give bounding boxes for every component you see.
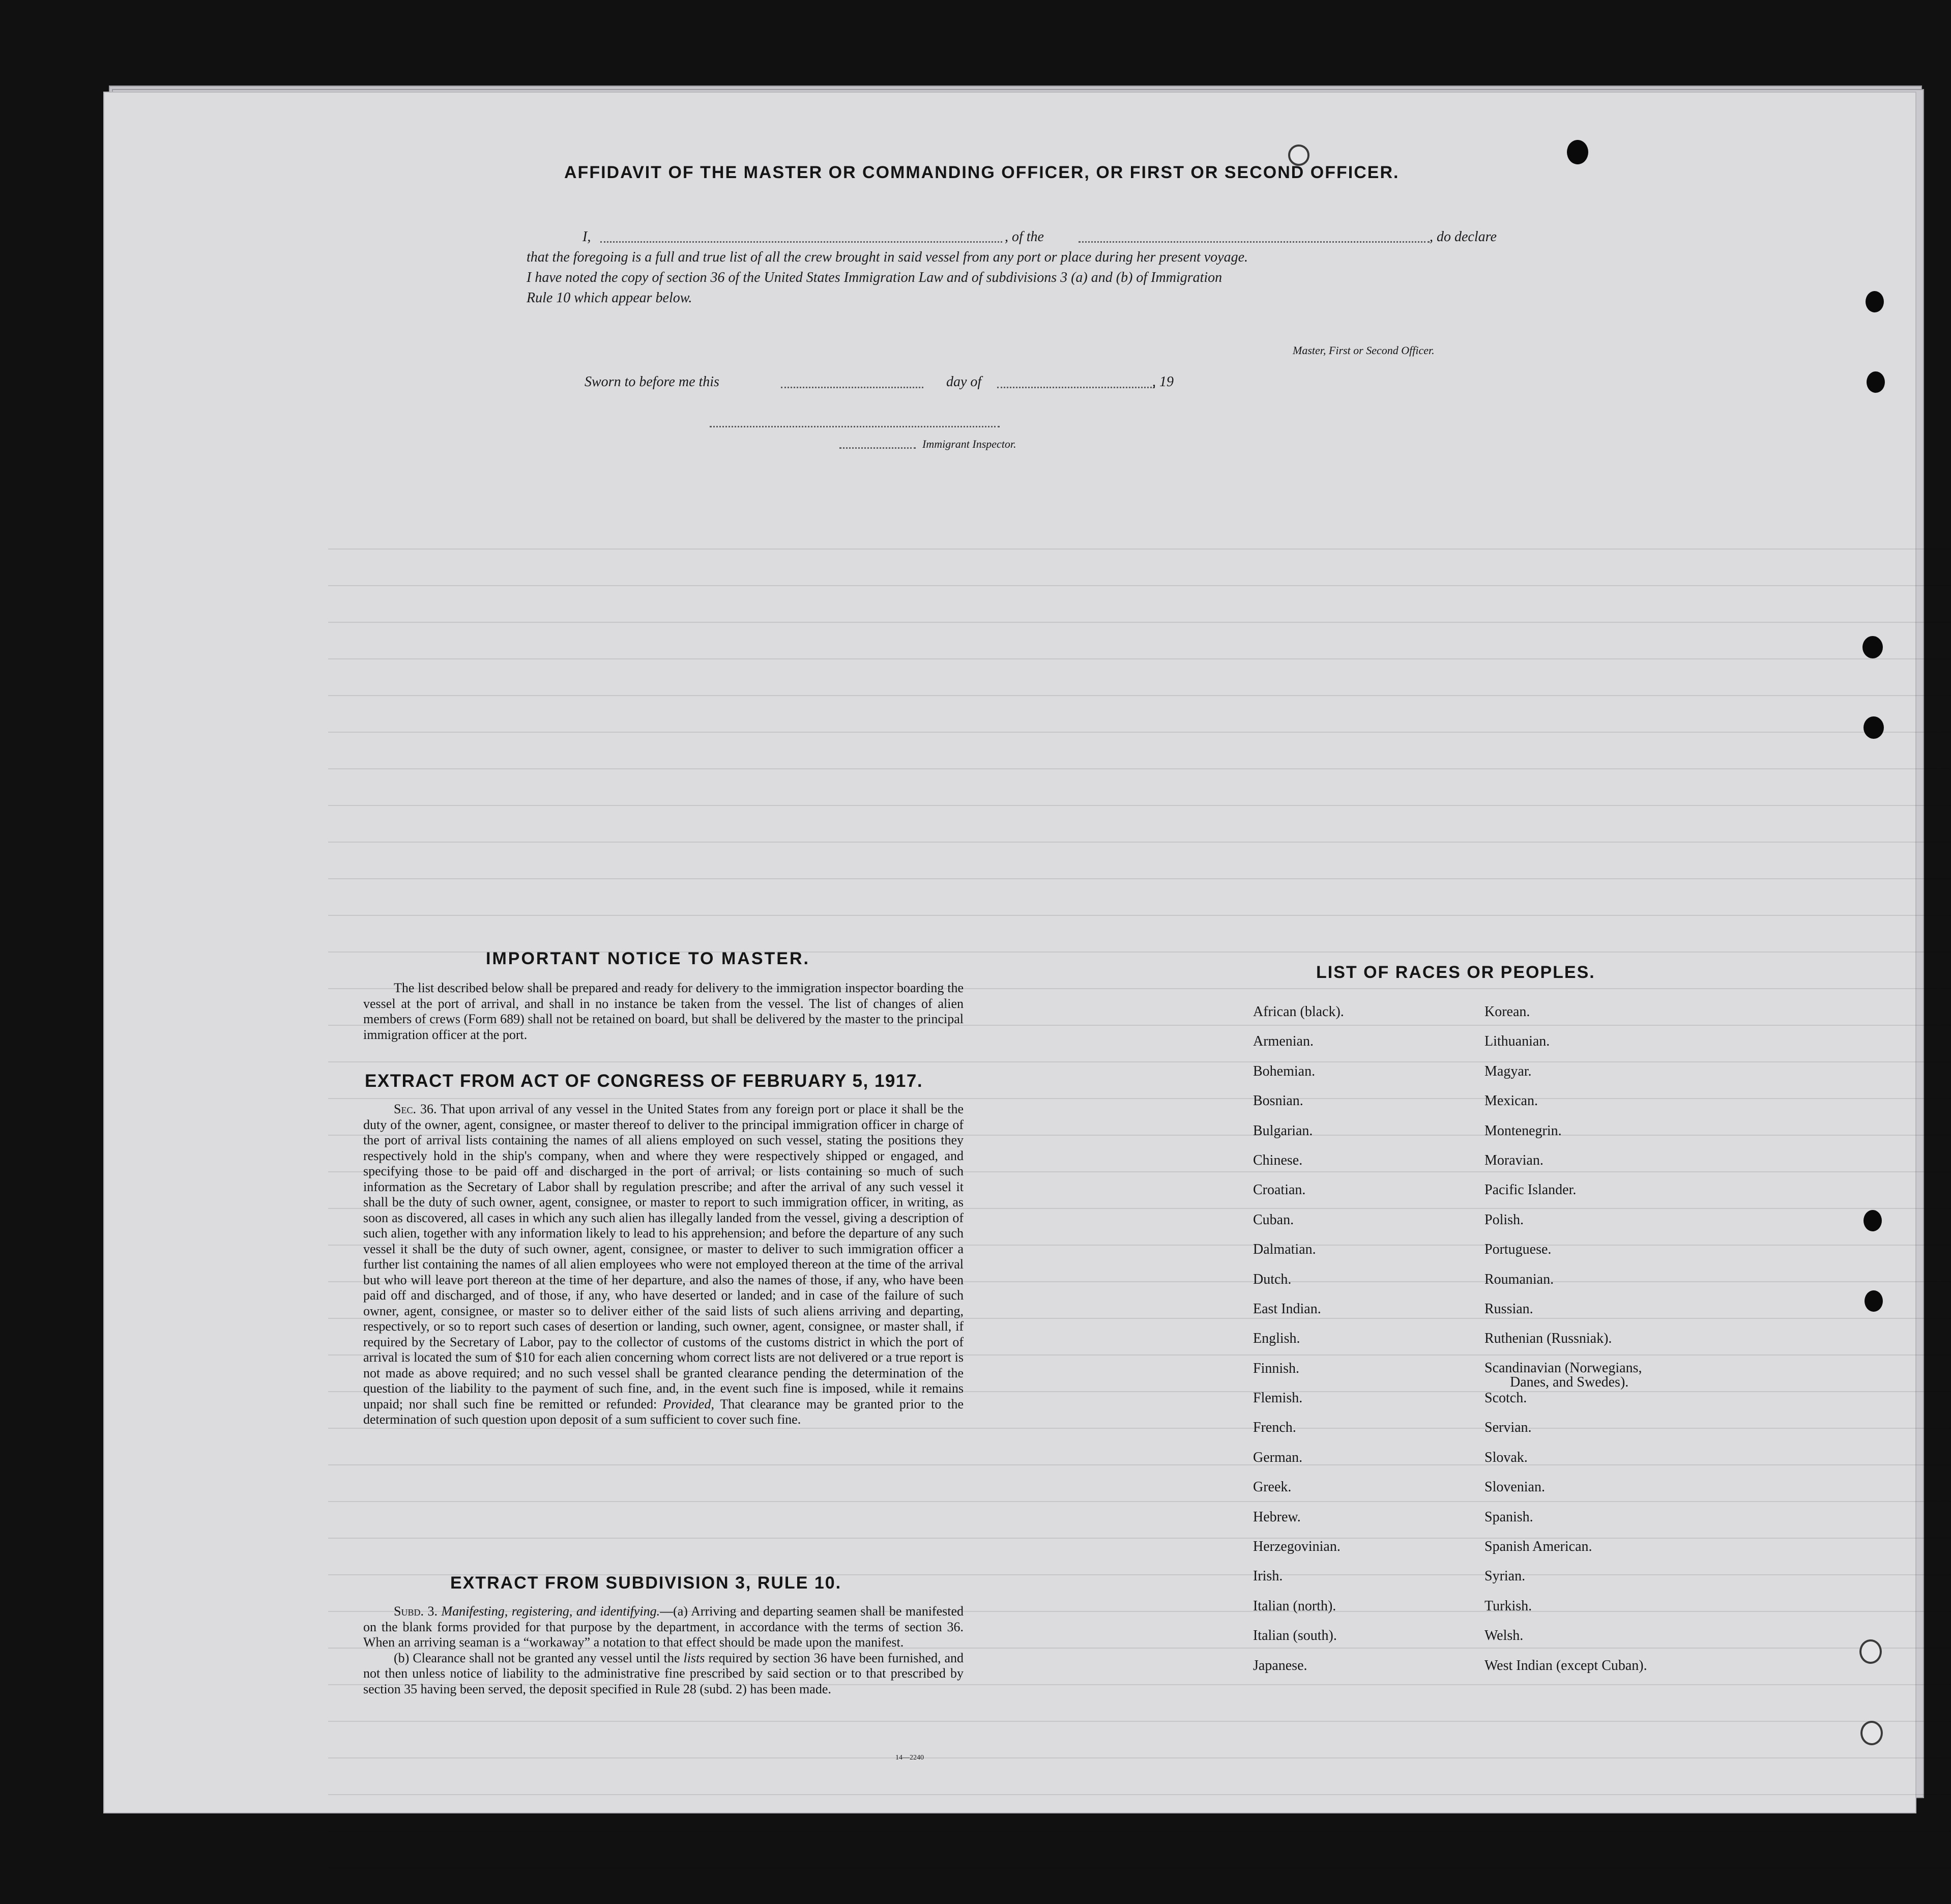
notice-paragraph: The list described below shall be prepared and ready for delivery to the immigration inspector boarding the vessel at the port of arrival, and shall in no instance be taken from the vessel. The list of changes of alien members of crews (Form 689) shall not be retained on board, but shall be delivered by the master to the principal immigration officer at the port. <box>363 980 964 1042</box>
subd-title: Manifesting, registering, and identifying. <box>441 1604 660 1619</box>
act-text-end: That clearance may be granted prior to the determination of such question upon deposit of a sum sufficient to cover such fine. <box>363 1396 964 1427</box>
races-left-column <box>1253 1004 1344 1688</box>
race-name: Magyar. <box>1484 1063 1532 1079</box>
punch-hole-icon <box>1862 636 1883 658</box>
race-item <box>1253 1004 1344 1034</box>
rule-extract-text <box>363 1604 964 1697</box>
race-item <box>1484 1658 1698 1688</box>
form-number: 14—2240 <box>895 1754 924 1762</box>
race-name: Slovenian. <box>1484 1479 1545 1495</box>
punch-hole-icon <box>1865 1290 1883 1312</box>
race-item <box>1253 1123 1344 1153</box>
notice-text <box>363 980 964 1043</box>
race-item <box>1253 1450 1344 1480</box>
race-item <box>1484 1182 1698 1212</box>
master-signature-label: Master, First or Second Officer. <box>1293 344 1435 357</box>
race-name: Bosnian. <box>1253 1093 1303 1109</box>
part-b-text-1: Clearance shall not be granted any vessel until the <box>413 1650 680 1665</box>
act-paragraph <box>363 1102 964 1428</box>
race-item <box>1484 1539 1698 1569</box>
race-name: Bohemian. <box>1253 1063 1316 1079</box>
race-name: Russian. <box>1484 1301 1533 1317</box>
race-name: Polish. <box>1484 1211 1524 1228</box>
race-name: Montenegrin. <box>1484 1122 1562 1139</box>
race-item <box>1253 1182 1344 1212</box>
race-item <box>1253 1034 1344 1063</box>
race-item <box>1253 1272 1344 1302</box>
race-item <box>1253 1510 1344 1539</box>
race-name: Roumanian. <box>1484 1271 1554 1287</box>
race-name: Ruthenian (Russniak). <box>1484 1331 1612 1347</box>
do-declare-label: , do declare <box>1430 229 1497 245</box>
race-name-continued: Danes, and Swedes). <box>1510 1374 1629 1390</box>
race-name: Japanese. <box>1253 1657 1307 1674</box>
race-name: Spanish American. <box>1484 1539 1592 1555</box>
race-name: Chinese. <box>1253 1152 1303 1168</box>
race-item <box>1253 1658 1344 1688</box>
sworn-month-blank <box>997 387 1155 388</box>
affidavit-line-4: Rule 10 which appear below. <box>527 290 692 306</box>
reinforcement-ring-icon <box>1860 1721 1883 1745</box>
year-label: , 19 <box>1152 374 1174 390</box>
punch-hole-icon <box>1863 716 1884 739</box>
act-text: That upon arrival of any vessel in the United States from any foreign port or place it shall be the duty of the owner, agent, consignee, or master thereof to deliver to the principal immigration officer in charge of the port of arrival lists containing the names of all aliens employed on such vessel, stating the positions they respectively hold in the ship's company, when and where they were respectively shipped or engaged, and specifying those to be paid off and discharged in the port of arrival; or lists containing so much of such information as the Secretary of Labor shall by regulation prescribe; and after the arrival of any such vessel it shall be the duty of such owner, agent, consignee, or master to report to such immigration officer, in writing, as soon as discovered, all cases in which any such alien has illegally landed from the vessel, giving a description of such alien, together with any information likely to lead to his apprehension; and before the departure of any such vessel it shall be the duty of such owner, agent, consignee, or master to deliver to such immigration officer a further list containing the names of all alien employees who were not employed thereon at the time of the arrival but who will leave port thereon at the time of her departure, and also the names of those, if any, who have been paid off and discharged, and of those, if any, who have deserted or landed; and in case of the failure of such owner, agent, consignee, or master so to deliver either of the said lists of such aliens arriving and departing, respectively, or so to report such cases of desertion or landing, such owner, agent, consignee, or master shall, if required by the Secretary of Labor, pay to the collector of customs of the customs district in which the port of arrival is located the sum of $10 for each alien concerning whom correct lists are not delivered or a true report is not made as above required; and no such vessel shall be granted clearance pending the determination of the question of the liability to the payment of such fine, and, in the event such fine is imposed, while it remains unpaid; nor shall such fine be remitted or refunded: <box>363 1102 964 1411</box>
races-right-column <box>1484 1004 1698 1688</box>
race-name: Scandinavian (Norwegians, <box>1484 1360 1642 1376</box>
race-name: Finnish. <box>1253 1360 1300 1376</box>
rule-part-a <box>363 1604 964 1651</box>
race-item <box>1484 1213 1698 1242</box>
race-name: Pacific Islander. <box>1484 1182 1577 1198</box>
race-item <box>1484 1153 1698 1182</box>
part-b-label: (b) <box>394 1650 410 1665</box>
race-name: East Indian. <box>1253 1301 1321 1317</box>
race-item <box>1484 1599 1698 1628</box>
race-name: Korean. <box>1484 1004 1530 1020</box>
race-item <box>1253 1361 1344 1391</box>
race-name: Dalmatian. <box>1253 1242 1316 1258</box>
race-name: Greek. <box>1253 1479 1292 1495</box>
section-label: Sec. 36. <box>394 1102 437 1116</box>
race-item <box>1484 1093 1698 1123</box>
races-title: LIST OF RACES OR PEOPLES. <box>1316 963 1595 982</box>
part-a-label: —(a) <box>660 1604 688 1619</box>
race-name: Mexican. <box>1484 1093 1538 1109</box>
race-name: Slovak. <box>1484 1449 1528 1465</box>
race-item <box>1484 1480 1698 1509</box>
name-blank <box>600 241 1002 243</box>
race-name: Lithuanian. <box>1484 1033 1550 1050</box>
inspector-signature-blank <box>710 426 1000 427</box>
rule-part-b <box>363 1651 964 1697</box>
race-name: Portuguese. <box>1484 1242 1552 1258</box>
race-item <box>1253 1539 1344 1569</box>
race-item <box>1253 1420 1344 1450</box>
punch-hole-icon <box>1567 140 1588 164</box>
race-name: Syrian. <box>1484 1568 1526 1584</box>
inspector-signature-blank-2 <box>839 447 916 449</box>
race-item <box>1253 1302 1344 1331</box>
race-name: Croatian. <box>1253 1182 1306 1198</box>
race-item <box>1253 1064 1344 1093</box>
race-item <box>1484 1361 1698 1391</box>
race-name: Bulgarian. <box>1253 1122 1313 1139</box>
race-name: Servian. <box>1484 1420 1532 1436</box>
race-item <box>1484 1302 1698 1331</box>
race-name: Italian (south). <box>1253 1628 1337 1644</box>
race-item <box>1484 1064 1698 1093</box>
race-item <box>1484 1034 1698 1063</box>
race-name: Italian (north). <box>1253 1598 1336 1614</box>
race-item <box>1484 1420 1698 1450</box>
punch-hole-icon <box>1866 291 1884 312</box>
race-item <box>1484 1242 1698 1272</box>
race-item <box>1484 1123 1698 1153</box>
race-item <box>1484 1510 1698 1539</box>
race-item <box>1484 1272 1698 1302</box>
race-item <box>1484 1004 1698 1034</box>
race-name: African (black). <box>1253 1004 1344 1020</box>
race-item <box>1253 1153 1344 1182</box>
race-item <box>1253 1599 1344 1628</box>
race-name: Welsh. <box>1484 1628 1524 1644</box>
race-name: Dutch. <box>1253 1271 1292 1287</box>
race-item <box>1253 1480 1344 1509</box>
race-name: Cuban. <box>1253 1211 1294 1228</box>
race-name: Herzegovinian. <box>1253 1539 1341 1555</box>
race-name: French. <box>1253 1420 1296 1436</box>
race-item <box>1484 1391 1698 1420</box>
race-item <box>1484 1569 1698 1598</box>
affidavit-title: AFFIDAVIT OF THE MASTER OR COMMANDING OFFICER, OR FIRST OR SECOND OFFICER. <box>564 163 1400 182</box>
race-name: German. <box>1253 1449 1303 1465</box>
race-name: Turkish. <box>1484 1598 1532 1614</box>
vessel-blank <box>1079 241 1430 243</box>
punch-hole-icon <box>1867 371 1885 393</box>
race-name: Moravian. <box>1484 1152 1544 1168</box>
race-item <box>1253 1628 1344 1658</box>
part-b-text-2: required by section 36 have been furnished, and not then unless notice of liability to the administrative fine prescribed by said section or to that prescribed by section 35 having been served, the deposit specified in Rule 28 (subd. 2) has been made. <box>363 1650 964 1696</box>
race-item <box>1253 1569 1344 1598</box>
race-item <box>1253 1213 1344 1242</box>
race-name: West Indian (except Cuban). <box>1484 1657 1647 1674</box>
race-name: Armenian. <box>1253 1033 1314 1050</box>
sworn-label: Sworn to before me this <box>585 374 719 390</box>
i-label: I, <box>583 229 591 245</box>
part-a-text: Arriving and departing seamen shall be manifested on the blank forms provided for that purpose by the department, in accordance with the terms of section 36. When an arriving seaman is a “workaway” a notation to that effect should be made upon the manifest. <box>363 1604 964 1650</box>
affidavit-line-2: that the foregoing is a full and true list of all the crew brought in said vessel from any port or place during her present voyage. <box>527 249 1248 265</box>
act-extract-title: EXTRACT FROM ACT OF CONGRESS OF FEBRUARY 5, 1917. <box>365 1071 923 1091</box>
race-item <box>1253 1242 1344 1272</box>
of-the-label: , of the <box>1005 229 1044 245</box>
race-name: Scotch. <box>1484 1390 1527 1406</box>
race-name: Irish. <box>1253 1568 1283 1584</box>
reinforcement-ring-icon <box>1859 1639 1882 1664</box>
punch-hole-icon <box>1863 1210 1882 1231</box>
affidavit-line-3: I have noted the copy of section 36 of the United States Immigration Law and of subdivisions 3 (a) and (b) of Immigration <box>527 270 1222 285</box>
race-item <box>1484 1450 1698 1480</box>
race-name: Spanish. <box>1484 1509 1533 1525</box>
race-item <box>1484 1628 1698 1658</box>
race-item <box>1253 1093 1344 1123</box>
rule-extract-title: EXTRACT FROM SUBDIVISION 3, RULE 10. <box>450 1573 842 1593</box>
race-item <box>1253 1391 1344 1420</box>
notice-title: IMPORTANT NOTICE TO MASTER. <box>486 949 810 968</box>
sworn-day-blank <box>781 387 923 388</box>
race-name: Flemish. <box>1253 1390 1303 1406</box>
inspector-label: Immigrant Inspector. <box>922 438 1016 450</box>
subd-label: Subd. 3. <box>394 1604 438 1619</box>
race-name: Hebrew. <box>1253 1509 1301 1525</box>
race-name: English. <box>1253 1331 1300 1347</box>
day-of-label: day of <box>946 374 982 390</box>
part-b-lists: lists <box>683 1650 705 1665</box>
race-item <box>1484 1331 1698 1361</box>
race-item <box>1253 1331 1344 1361</box>
act-extract-text <box>363 1102 964 1428</box>
document-page <box>104 93 1915 1812</box>
provided-word: Provided, <box>663 1396 714 1411</box>
